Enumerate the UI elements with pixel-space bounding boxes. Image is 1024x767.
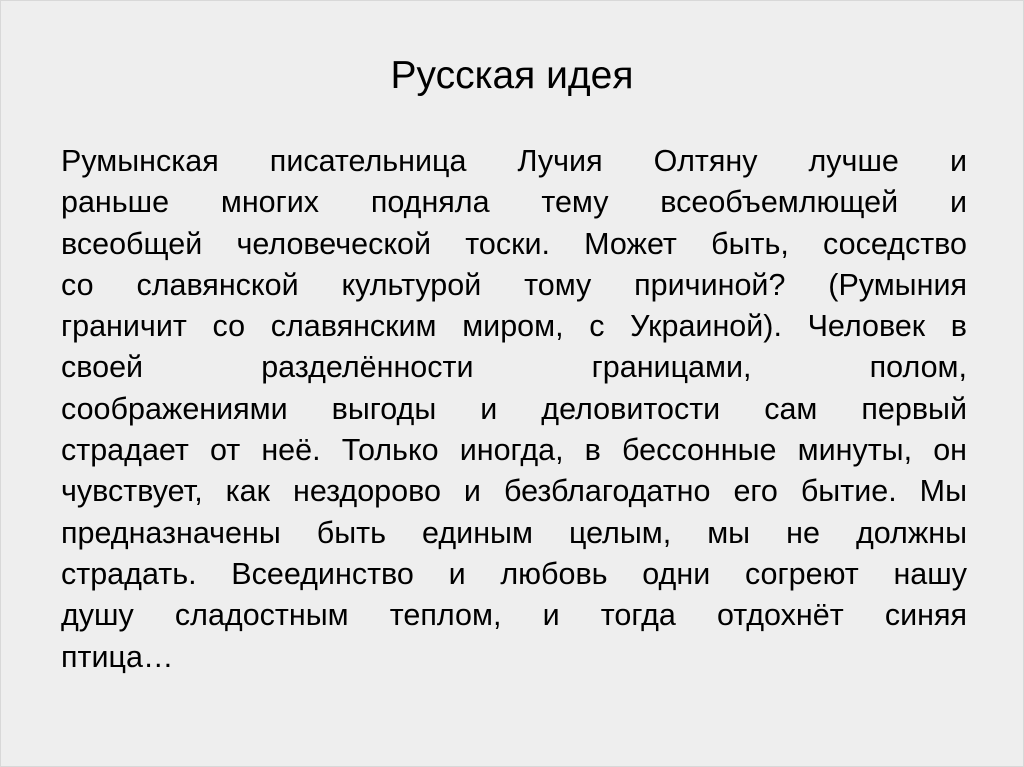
text-line: предназначены быть единым целым, мы не должны	[61, 515, 967, 550]
text-line: Румынская писательница Лучия Олтяну лучше и	[61, 144, 967, 178]
text-line: со славянской культурой тому причиной? (Румыния	[61, 267, 967, 302]
slide-body-text	[61, 141, 967, 678]
text-line: чувствует, как нездорово и безблагодатно его бытие. Мы	[61, 474, 967, 509]
text-line: своей разделённости границами, полом,	[61, 350, 967, 385]
text-line: птица…	[61, 639, 174, 674]
text-line: душу сладостным теплом, и тогда отдохнёт синяя	[61, 598, 967, 633]
text-line: страдает от неё. Только иногда, в бессонные минуты, он	[61, 433, 967, 468]
text-line: всеобщей человеческой тоски. Может быть, соседство	[61, 226, 967, 261]
text-line: страдать. Всеединство и любовь одни согреют нашу	[61, 556, 967, 591]
slide-title: Русская идея	[390, 54, 634, 97]
text-line: раньше многих подняла тему всеобъемлющей и	[61, 185, 967, 220]
text-line: граничит со славянским миром, с Украиной). Человек в	[61, 309, 967, 344]
text-line: соображениями выгоды и деловитости сам первый	[61, 391, 967, 426]
